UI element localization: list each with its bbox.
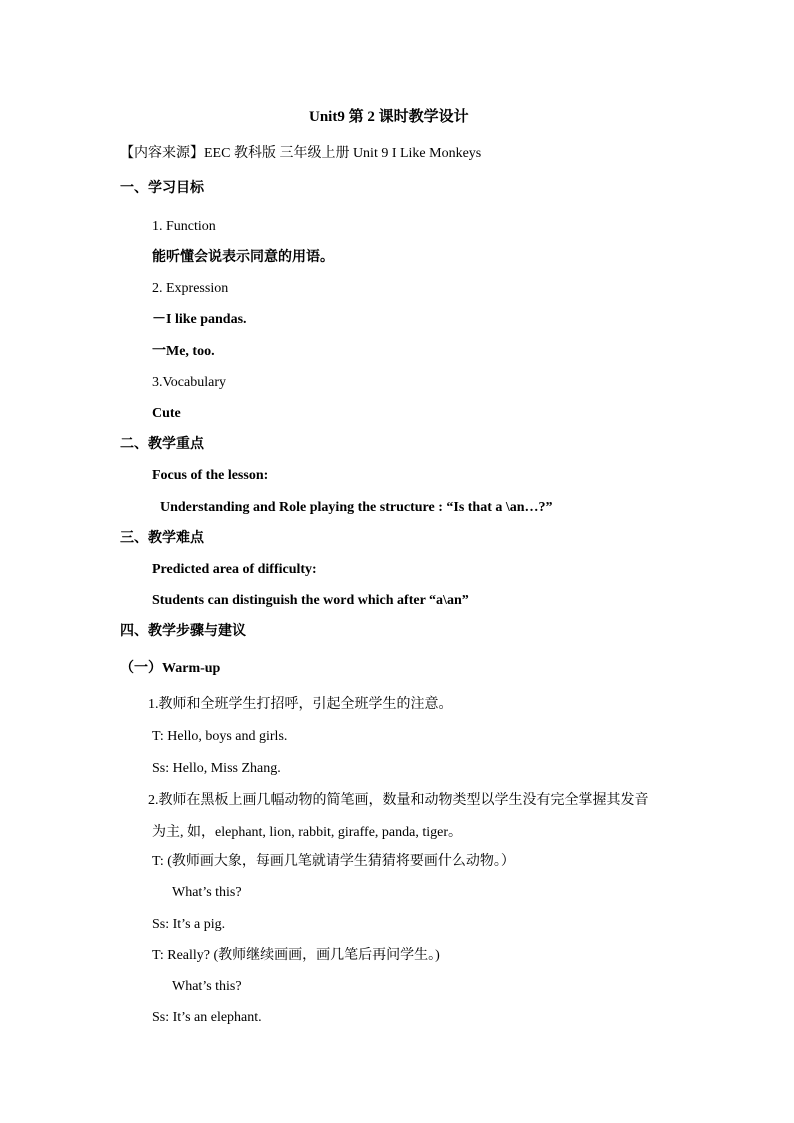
function-text: 能听懂会说表示同意的用语。 bbox=[152, 250, 334, 265]
document-title: Unit9 第 2 课时教学设计 bbox=[309, 109, 469, 125]
dialogue-line: Ss: It’s an elephant. bbox=[152, 1010, 262, 1025]
warmup-heading: （一）Warm-up bbox=[120, 661, 221, 676]
function-label: 1. Function bbox=[152, 219, 216, 234]
section-heading-key-points: 二、教学重点 bbox=[120, 437, 204, 452]
focus-label: Focus of the lesson: bbox=[152, 468, 269, 483]
dialogue-line: Ss: It’s a pig. bbox=[152, 917, 226, 932]
step-line: 为主, 如，elephant, lion, rabbit, giraffe, panda, tiger。 bbox=[152, 825, 462, 840]
step-line: 1.教师和全班学生打招呼，引起全班学生的注意。 bbox=[148, 697, 453, 712]
content-source: 【内容来源】EEC 教科版 三年级上册 Unit 9 I Like Monkeys bbox=[120, 146, 482, 161]
section-heading-objectives: 一、学习目标 bbox=[120, 181, 204, 196]
focus-text: Understanding and Role playing the structure : “Is that a \an…?” bbox=[160, 500, 553, 515]
expression-label: 2. Expression bbox=[152, 281, 229, 296]
dialogue-line: Ss: Hello, Miss Zhang. bbox=[152, 761, 281, 776]
dialogue-line: T: (教师画大象，每画几笔就请学生猜猜将要画什么动物。） bbox=[152, 854, 515, 869]
vocabulary-word: Cute bbox=[152, 406, 181, 421]
section-heading-difficulties: 三、教学难点 bbox=[120, 531, 204, 546]
dialogue-line: T: Hello, boys and girls. bbox=[152, 729, 288, 744]
expression-line-2: 一Me, too. bbox=[152, 344, 215, 359]
difficulty-text: Students can distinguish the word which after “a\an” bbox=[152, 593, 469, 608]
section-heading-steps: 四、教学步骤与建议 bbox=[120, 624, 246, 639]
step-line: 2.教师在黑板上画几幅动物的简笔画，数量和动物类型以学生没有完全掌握其发音 bbox=[148, 793, 649, 808]
difficulty-label: Predicted area of difficulty: bbox=[152, 562, 317, 577]
expression-line-1: －I like pandas. bbox=[152, 312, 247, 327]
dialogue-line: What’s this? bbox=[172, 885, 242, 900]
dialogue-line: T: Really? (教师继续画画，画几笔后再问学生。) bbox=[152, 948, 440, 963]
dialogue-line: What’s this? bbox=[172, 979, 242, 994]
vocabulary-label: 3.Vocabulary bbox=[152, 375, 226, 390]
